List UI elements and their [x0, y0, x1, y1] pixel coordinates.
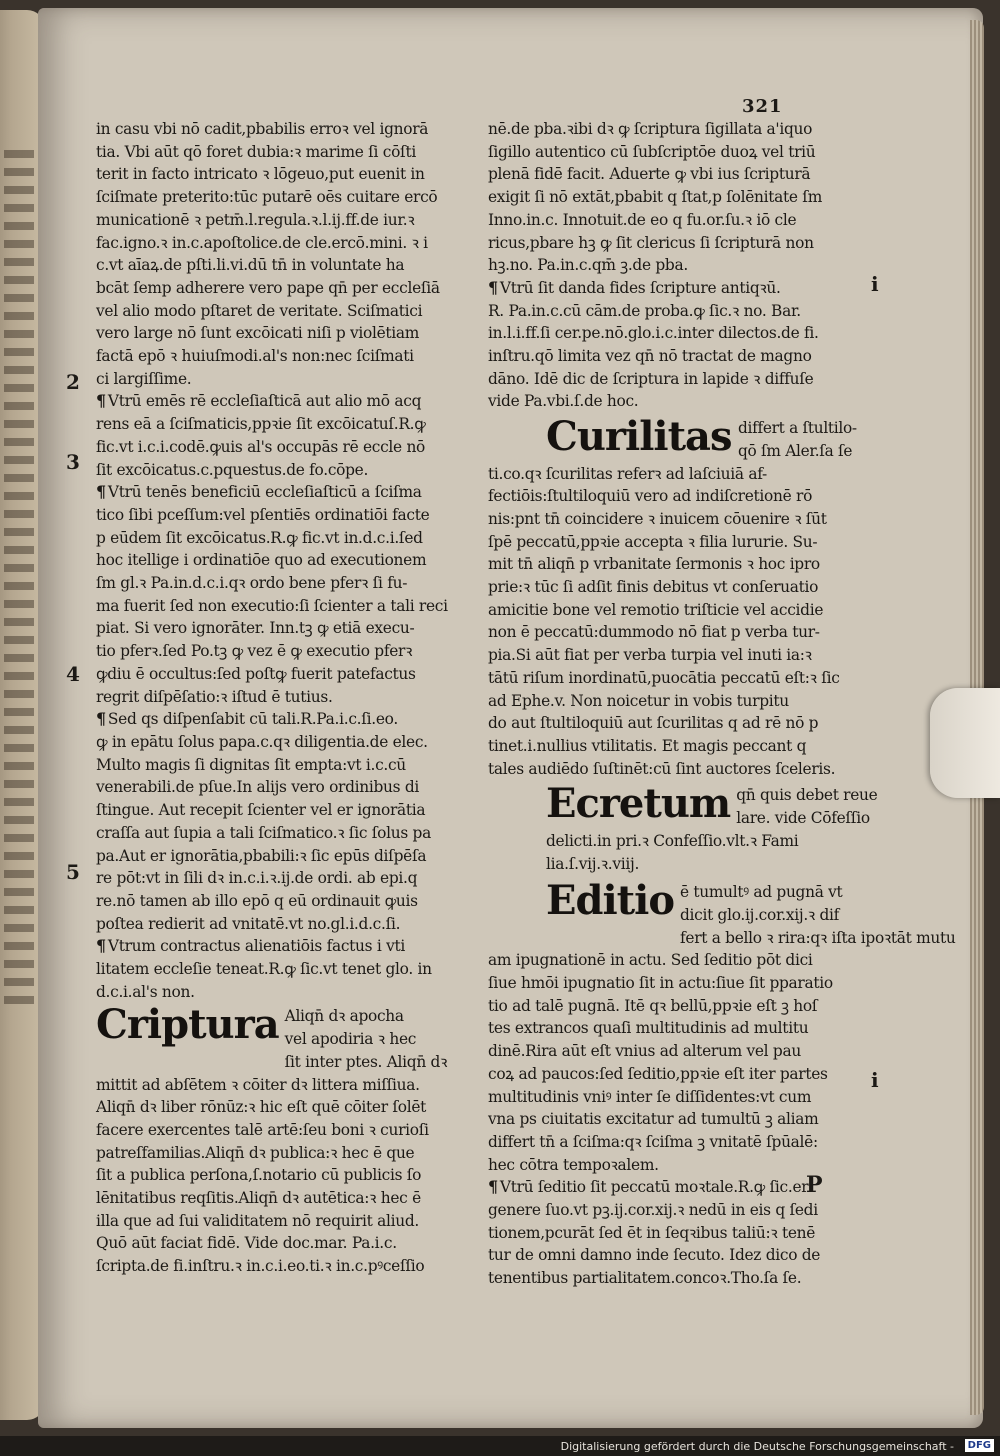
text-line: ꝙdiu ē occultus:ſed poſtꝙ fuerit patefactus: [96, 664, 416, 683]
text-line: [96, 935, 468, 958]
text-line: fert a bello ꝛ rira:qꝛ iſta ipoꝛtāt mutu: [680, 928, 956, 947]
text-line: tia. Vbi aūt qō foret dubia:ꝛ marime ſi cōſti: [96, 142, 416, 161]
text-line: Aliqn̄ dꝛ apocha: [284, 1007, 404, 1026]
text-line: c.vt aīaꝝ.de pſti.li.vi.dū tn̄ in voluntate ha: [96, 256, 405, 275]
text-line: hec cōtra tempoꝛalem.: [488, 1155, 659, 1174]
line-text: Sed qs diſpenſabit cū tali.R.Pa.i.c.ſi.eo.: [107, 710, 398, 729]
folio-number: 321: [742, 96, 783, 117]
text-line: vel apodiria ꝛ hec: [284, 1030, 417, 1049]
text-line: poſtea redierit ad vnitatē.vt no.gl.i.d.c.ſi.: [96, 914, 401, 933]
text-line: pia.Si aūt fiat per verba turpia vel inuti ia:ꝛ: [488, 646, 812, 665]
text-line: genere ſuo.vt pꝫ.ij.cor.xij.ꝛ nedū in eis q ſedi: [488, 1201, 818, 1220]
text-line: in casu vbi nō cadit,pbabilis erroꝛ vel ignorā: [96, 120, 429, 138]
text-line: dāno. Idē dic de ſcriptura in lapide ꝛ diffuſe: [488, 369, 814, 388]
text-line: Multo magis ſi dignitas ſit empta:vt i.c.cū: [96, 755, 406, 774]
text-line: tio pferꝛ.ſed Po.tꝫ ꝙ vez ē ꝙ executio pferꝛ: [96, 642, 413, 661]
text-line: am ipugnationē in actu. Sed ſeditio pōt dici: [488, 951, 813, 970]
text-line: litatem eccleſie teneat.R.ꝙ ſic.vt tenet glo. in: [96, 960, 432, 979]
text-line: vel alio modo pſtaret de veritate. Sciſmatici: [96, 301, 423, 320]
text-line: exigit ſi nō extāt,pbabit q ſtat,p ſolēnitate ſm: [488, 188, 822, 207]
right-column: [488, 118, 956, 1290]
paragraph: [96, 390, 468, 481]
paragraph: [96, 1074, 468, 1278]
text-line: ꝙ in epātu ſolus papa.c.qꝛ diligentia.de elec.: [96, 732, 428, 751]
text-line: do aut ſtultiloquiū aut ſcurilitas q ad rē nō p: [488, 714, 819, 733]
pilcrow-icon: ¶: [488, 1177, 498, 1197]
pilcrow-icon: ¶: [96, 709, 106, 729]
pilcrow-icon: ¶: [488, 277, 498, 297]
text-line: patreſfamilias.Aliqn̄ dꝛ publica:ꝛ hec ē que: [96, 1143, 415, 1162]
text-line: Aliqn̄ dꝛ liber rōnūz:ꝛ hic eſt quē cōiter ſolēt: [96, 1098, 427, 1117]
text-line: regrit diſpēſatio:ꝛ iſtud ē tutius.: [96, 687, 333, 706]
text-line: tinet.i.nullius vtilitatis. Et magis peccant q: [488, 736, 807, 755]
entry-secretum: [488, 780, 878, 829]
paragraph: [488, 277, 862, 413]
margin-number: 4: [66, 662, 80, 686]
headword: Curilitas: [546, 413, 732, 461]
pilcrow-icon: ¶: [96, 936, 106, 956]
text-line: dinē.Rira aūt eſt vnius ad alterum vel pau: [488, 1042, 801, 1061]
text-line: ē tumultꝰ ad pugnā vt: [680, 883, 843, 902]
text-line: ad Ephe.v. Non noicetur in vobis turpitu: [488, 691, 789, 710]
text-line: vero large nō ſunt excōicati niſi p violētiam: [96, 324, 420, 343]
text-line: lare. vide Cōfeſſio: [736, 809, 870, 828]
pilcrow-icon: ¶: [96, 482, 106, 502]
text-line: d.c.i.al's non.: [96, 982, 195, 1001]
text-line: [96, 708, 468, 731]
text-line: inſtru.qō limita vez qn̄ nō tractat de magno: [488, 347, 812, 366]
footer-bar: [0, 1436, 1000, 1456]
headword: Criptura: [96, 1001, 279, 1049]
margin-letter: i: [871, 272, 879, 296]
entry-side-text: [285, 1005, 468, 1073]
text-line: tes extrancos quaſi multitudinis ad multitu: [488, 1019, 809, 1038]
text-line: [96, 390, 468, 413]
paragraph: [96, 708, 468, 935]
text-line: tionem,pcurāt ſed ēt in ſeqꝛibus taliū:ꝛ tenē: [488, 1223, 816, 1242]
entry-scriptura: [96, 1001, 468, 1073]
text-line: craſſa aut ſupia a tali ſciſmatico.ꝛ ſic ſolus pa: [96, 823, 431, 842]
text-line: ſigillo autentico cū ſubſcriptōe duoꝝ vel triū: [488, 142, 816, 161]
text-line: mit tn̄ aliqn̄ p vrbanitate ſermonis ꝛ hoc ipro: [488, 555, 820, 574]
margin-number: 3: [66, 450, 80, 474]
funding-note: Digitalisierung gefördert durch die Deutsche Forschungsgemeinschaft -: [560, 1439, 954, 1453]
text-line: bcāt ſemp adherere vero pape qn̄ per eccleſiā: [96, 278, 440, 297]
text-line: ſm gl.ꝛ Pa.in.d.c.i.qꝛ ordo bene pferꝛ ſi fu-: [96, 574, 408, 593]
paragraph: [488, 949, 862, 1176]
text-line: coꝝ ad paucos:ſed ſeditio,ppꝛie eſt iter partes: [488, 1064, 828, 1083]
text-line: differt a ſtultilo-: [737, 419, 857, 438]
pilcrow-icon: ¶: [96, 391, 106, 411]
text-line: ricus,pbare hꝫ ꝙ ſit clericus ſi ſcripturā non: [488, 233, 814, 252]
paragraph: [96, 935, 468, 1003]
entry-side-text: [738, 417, 863, 462]
text-line: rens eā a ſciſmaticis,ppꝛie ſit excōicatuſ.R.ꝙ: [96, 415, 426, 434]
paragraph: [488, 830, 862, 875]
text-line: ſiue hmōi ipugnatio ſit in actu:ſiue ſit pparatio: [488, 974, 833, 993]
text-line: ſit a publica perſona,ſ.notario cū publicis ſo: [96, 1166, 422, 1185]
text-line: in.l.i.ff.ſi cer.pe.nō.glo.i.c.inter dilectos.de fi.: [488, 324, 819, 343]
text-line: ſciſmate preterito:tūc putarē oēs cuitare ercō: [96, 188, 438, 207]
text-line: [488, 277, 862, 300]
text-line: ſcripta.de fi.inſtru.ꝛ in.c.i.eo.ti.ꝛ in.c.pꝰceſſio: [96, 1257, 425, 1276]
text-line: lēnitatibus reqſitis.Aliqn̄ dꝛ autētica:ꝛ hec ē: [96, 1189, 421, 1208]
dfg-logo: DFG: [965, 1439, 994, 1452]
text-line: tio ad talē pugnā. Itē qꝛ bellū,ppꝛie eſt ꝫ hoſ: [488, 996, 818, 1015]
text-line: tales audiēdo ſuſtinēt:cū ſint auctores ſceleris.: [488, 759, 836, 778]
text-line: tur de omni damno inde ſecuto. Idez dico de: [488, 1246, 821, 1265]
text-line: venerabili.de pſue.In alijs vero ordinibus di: [96, 778, 420, 797]
text-line: multitudinis vniꝰ inter ſe diſſidentes:vt cum: [488, 1087, 812, 1106]
text-line: fac.igno.ꝛ in.c.apoſtolice.de cle.ercō.mini. ꝛ i: [96, 233, 428, 252]
paragraph: [96, 481, 468, 708]
text-line: pa.Aut er ignorātia,pbabili:ꝛ ſic epūs diſpēſa: [96, 846, 427, 865]
text-line: hoc itellige i ordinatiōe quo ad executionem: [96, 551, 427, 570]
text-line: ſit excōicatus.c.pquestus.de fo.cōpe.: [96, 460, 369, 479]
line-text: Vtrū ſeditio ſit peccatū moꝛtale.R.ꝙ ſic.er: [499, 1178, 809, 1197]
text-line: amicitie bone vel remotio triſticie vel accidie: [488, 600, 824, 619]
text-line: municationē ꝛ petm̄.l.regula.ꝛ.l.ij.ff.de iur.ꝛ: [96, 210, 415, 229]
text-line: prie:ꝛ tūc ſi adſit finis debitus vt conſeruatio: [488, 578, 819, 597]
text-line: ci largiſſime.: [96, 369, 192, 388]
text-line: p eūdem ſit excōicatus.R.ꝙ fic.vt in.d.c.i.ſed: [96, 528, 423, 547]
catchword: P: [806, 1172, 823, 1198]
text-line: delicti.in pri.ꝛ Confeſſio.vlt.ꝛ Fami: [546, 831, 799, 850]
margin-number: 2: [66, 370, 80, 394]
line-text: Vtrū emēs rē eccleſiaſticā aut alio mō acq: [107, 392, 422, 411]
headword: Editio: [546, 877, 675, 925]
line-text: Vtrū tenēs beneficiū eccleſiaſticū a ſciſma: [107, 483, 422, 502]
text-line: Quō aūt faciat fidē. Vide doc.mar. Pa.i.c.: [96, 1234, 397, 1253]
text-line: dicit glo.ij.cor.xij.ꝛ dif: [680, 905, 840, 924]
headword: Ecretum: [546, 780, 731, 828]
text-line: ſpē peccatū,ppꝛie accepta ꝛ filia lururie. Su-: [488, 532, 818, 551]
paragraph: [488, 463, 862, 781]
margin-number: 5: [66, 860, 80, 884]
text-line: qn̄ quis debet reue: [736, 786, 878, 805]
text-line: mittit ad abſētem ꝛ cōiter dꝛ littera miſſiua.: [96, 1075, 420, 1094]
text-line: re.nō tamen ab illo epō q eū ordinauit ꝙuis: [96, 891, 418, 910]
paragraph: [488, 118, 862, 277]
text-line: differt tn̄ a ſciſma:qꝛ ſciſma ꝫ vnitatē ſpūalē:: [488, 1132, 818, 1151]
text-line: tātū riſum inordinatū,puocātia peccatū eſt:ꝛ ſic: [488, 668, 840, 687]
text-line: vide Pa.vbi.ſ.de hoc.: [488, 392, 639, 411]
text-line: ti.co.qꝛ ſcurilitas referꝛ ad laſciuiā af-: [488, 464, 767, 483]
margin-letter: i: [871, 1068, 879, 1092]
text-line: qō ſm Aler.ſa ſe: [737, 441, 852, 460]
text-line: R. Pa.in.c.cū cām.de proba.ꝙ ſic.ꝛ no. Bar.: [488, 301, 801, 320]
text-line: hꝫ.no. Pa.in.c.qm̄ ꝫ.de pba.: [488, 256, 688, 275]
text-line: re pōt:vt in ſili dꝛ in.c.i.ꝛ.ij.de ordi. ab epi.q: [96, 869, 418, 888]
text-line: plenā fidē facit. Aduerte ꝙ vbi ius ſcripturā: [488, 165, 811, 184]
text-line: ſtingue. Aut recepit ſcienter vel er ignorātia: [96, 801, 426, 820]
text-line: vna ps ciuitatis excitatur ad tumultū ꝫ aliam: [488, 1110, 819, 1129]
text-line: tico ſibi pceſſum:vel pſentiēs ordinatiōi facte: [96, 505, 430, 524]
text-line: fectiōis:ſtultiloquiū vero ad indiſcretionē rō: [488, 487, 813, 506]
text-line: facere exercentes talē artē:ſeu boni ꝛ curioſi: [96, 1120, 429, 1139]
left-column: [96, 118, 468, 1278]
line-text: Vtrū ſit danda fides ſcripture antiqꝛū.: [499, 278, 781, 297]
text-line: Inno.in.c. Innotuit.de eo q fu.or.ſu.ꝛ iō cle: [488, 210, 797, 229]
entry-scurrilitas: [488, 413, 862, 462]
text-line: illa que ad ſui validitatem nō requirit aliud.: [96, 1211, 420, 1230]
text-line: [96, 481, 468, 504]
text-line: ma fuerit ſed non executio:ſi ſcienter a tali reci: [96, 596, 448, 615]
text-line: non ē peccatū:dummodo nō fiat p verba tur-: [488, 623, 820, 642]
text-line: nis:pnt tn̄ coincidere ꝛ inuicem cōuenire ꝛ ſūt: [488, 509, 827, 528]
text-line: tenentibus partialitatem.concoꝛ.Tho.ſa ſe.: [488, 1269, 802, 1288]
book-clamp: [930, 688, 1000, 798]
entry-seditio: [488, 877, 956, 949]
text-line: lia.ſ.vij.ꝛ.viij.: [546, 854, 640, 873]
paragraph: [96, 118, 468, 390]
text-line: terit in facto intricato ꝛ lōgeuo,put euenit in: [96, 165, 425, 184]
text-line: fic.vt i.c.i.codē.ꝙuis al's occupās rē eccle nō: [96, 437, 426, 456]
entry-side-text: [736, 784, 877, 829]
text-line: piat. Si vero ignorāter. Inn.tꝫ ꝙ etiā execu-: [96, 619, 415, 638]
line-text: Vtrum contractus alienatiōis factus i vti: [107, 937, 405, 956]
entry-side-text: [680, 881, 956, 949]
text-line: ſit inter ptes. Aliqn̄ dꝛ: [284, 1052, 448, 1071]
text-line: factā epō ꝛ huiuſmodi.al's non:nec ſciſmati: [96, 347, 414, 366]
text-line: nē.de pba.ꝛibi dꝛ ꝙ ſcriptura ſigillata a'iquo: [488, 120, 813, 138]
